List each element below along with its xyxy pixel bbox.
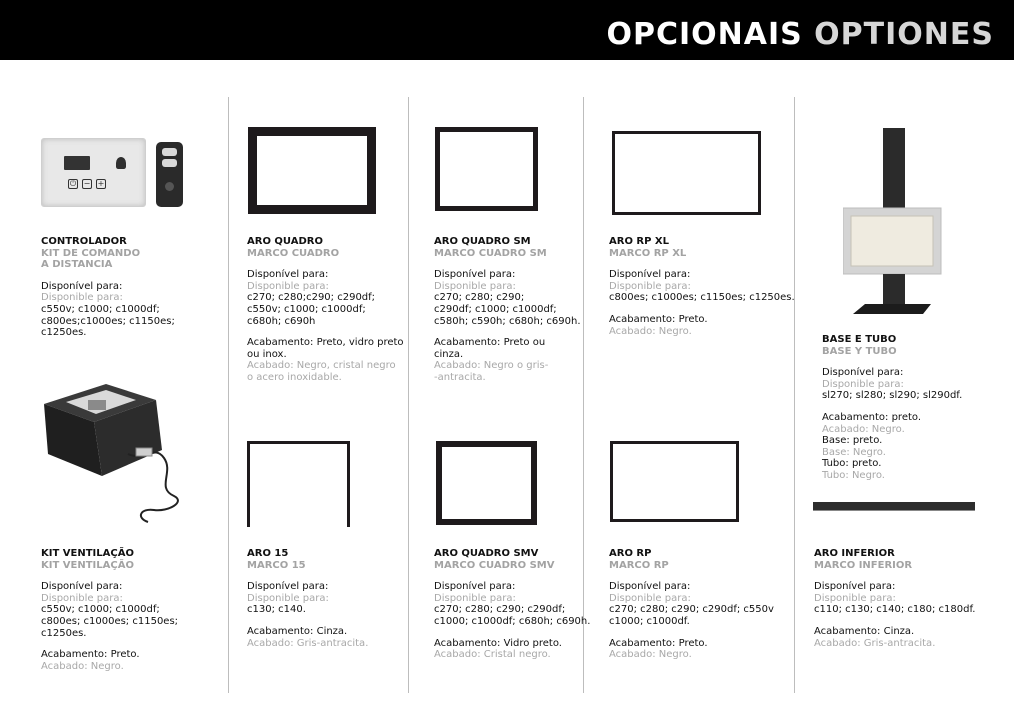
finish-text-es: o acero inoxidable.: [247, 371, 342, 383]
item-subtitle: MARCO 15: [247, 559, 306, 571]
item-aro-quadro: [247, 236, 404, 384]
item-title: ARO QUADRO SMV: [434, 548, 539, 559]
item-subtitle: MARCO CUADRO SM: [434, 247, 547, 259]
item-aro-quadro-smv: [434, 548, 590, 661]
base-finish-text-es: Base: Negro.: [822, 446, 886, 458]
available-models: sl270; sl280; sl290; sl290df.: [822, 390, 963, 402]
title-portuguese: OPCIONAIS: [606, 17, 803, 52]
available-label: Disponível para:: [247, 269, 329, 281]
available-label-es: Disponible para:: [247, 280, 329, 292]
finish-text: Acabamento: Cinza.: [247, 625, 348, 637]
available-models: c290df; c1000; c1000df;: [434, 303, 557, 315]
available-models: c1000; c1000df.: [609, 615, 690, 627]
available-label: Disponível para:: [434, 581, 516, 593]
available-models: c1250es.: [41, 327, 87, 339]
item-aro-quadro-sm: [434, 236, 581, 384]
page-title: [606, 17, 994, 53]
flame-icon: [116, 157, 126, 169]
item-title: ARO 15: [247, 548, 289, 559]
available-models: c550v; c1000; c1000df;: [247, 303, 366, 315]
finish-text-es: Acabado: Gris-antracita.: [814, 637, 936, 649]
available-label-es: Disponible para:: [41, 292, 123, 304]
remote-control-illustration: [156, 142, 183, 207]
finish-text: ou inox.: [247, 348, 287, 360]
finish-text-es: Acabado: Negro.: [41, 660, 124, 672]
finish-text: Acabamento: Preto.: [41, 649, 140, 661]
finish-text: Acabamento: Preto ou: [434, 337, 546, 349]
aro-rp-image: [610, 441, 739, 522]
base-e-tubo-image: [843, 128, 943, 318]
title-spanish: OPTIONES: [814, 17, 994, 52]
finish-text: Acabamento: preto.: [822, 411, 922, 423]
available-label: Disponível para:: [41, 581, 123, 593]
item-base-e-tubo: [822, 334, 962, 482]
item-aro-rp: [609, 548, 774, 661]
item-subtitle: MARCO RP: [609, 559, 669, 571]
column-divider: [794, 97, 795, 693]
available-models: c270; c280; c290; c290df; c550v: [609, 604, 774, 616]
item-aro-15: [247, 548, 368, 649]
finish-text: Acabamento: Preto, vidro preto: [247, 337, 404, 349]
available-label: Disponível para:: [814, 581, 896, 593]
available-label: Disponível para:: [822, 367, 904, 379]
item-aro-inferior: [814, 548, 975, 649]
item-subtitle: MARCO INFERIOR: [814, 559, 913, 571]
available-label: Disponível para:: [609, 269, 691, 281]
available-models: c1000; c1000df; c680h; c690h.: [434, 615, 591, 627]
available-models: c800es; c1000es; c1150es; c1250es.: [609, 292, 795, 304]
item-subtitle: KIT DE COMANDO: [41, 247, 141, 259]
item-title: BASE E TUBO: [822, 334, 897, 345]
item-subtitle: A DISTANCIA: [41, 259, 113, 271]
item-subtitle: KIT VENTILAÇÃO: [41, 559, 134, 571]
available-label-es: Disponible para:: [609, 280, 691, 292]
finish-text: Acabamento: Preto.: [609, 313, 708, 325]
ventilation-kit-image: [36, 384, 196, 524]
item-title: CONTROLADOR: [41, 236, 127, 247]
finish-text-es: Acabado: Gris-antracita.: [247, 637, 369, 649]
available-label: Disponível para:: [434, 269, 516, 281]
available-label-es: Disponible para:: [434, 592, 516, 604]
aro-15-image: [247, 441, 350, 527]
column-divider: [408, 97, 409, 693]
available-label-es: Disponible para:: [41, 592, 123, 604]
available-label: Disponível para:: [609, 581, 691, 593]
item-subtitle: MARCO RP XL: [609, 247, 687, 259]
base-finish-text: Base: preto.: [822, 435, 883, 447]
available-label-es: Disponible para:: [822, 378, 904, 390]
available-label-es: Disponible para:: [434, 280, 516, 292]
available-models: c550v; c1000; c1000df;: [41, 604, 160, 616]
tube-finish-text: Tubo: preto.: [822, 458, 882, 470]
finish-text-es: Acabado: Negro.: [609, 649, 692, 661]
available-models: c800es; c1000es; c1150es;: [41, 615, 179, 627]
display-screen: [64, 156, 90, 170]
finish-text-es: Acabado: Negro o gris-: [434, 360, 549, 372]
item-subtitle: MARCO CUADRO SMV: [434, 559, 555, 571]
available-models: c800es;c1000es; c1150es;: [41, 315, 175, 327]
item-title: KIT VENTILAÇÃO: [41, 548, 134, 559]
available-models: c130; c140.: [247, 604, 306, 616]
available-label: Disponível para:: [41, 280, 123, 292]
power-button-icon: ⏻: [69, 179, 77, 188]
available-models: c1250es.: [41, 627, 87, 639]
finish-text-es: -antracita.: [434, 371, 486, 383]
aro-quadro-smv-image: [436, 441, 537, 525]
item-aro-rp-xl: [609, 236, 795, 337]
item-controlador: [41, 236, 175, 339]
finish-text: cinza.: [434, 348, 464, 360]
item-kit-ventilacao: [41, 548, 178, 672]
finish-text-es: Acabado: Negro.: [822, 423, 905, 435]
aro-rp-xl-image: [612, 131, 761, 215]
item-subtitle: MARCO CUADRO: [247, 247, 340, 259]
available-label: Disponível para:: [247, 581, 329, 593]
aro-quadro-image: [248, 127, 376, 214]
tube-finish-text-es: Tubo: Negro.: [822, 469, 885, 481]
finish-text-es: Acabado: Negro, cristal negro: [247, 360, 396, 372]
available-label-es: Disponible para:: [609, 592, 691, 604]
item-subtitle: BASE Y TUBO: [822, 345, 897, 357]
available-models: c270; c280; c290;: [434, 292, 525, 304]
control-panel-illustration: [41, 138, 146, 207]
available-models: c270; c280;c290; c290df;: [247, 292, 376, 304]
finish-text: Acabamento: Preto.: [609, 637, 708, 649]
header-bar: [0, 0, 1014, 60]
available-label-es: Disponible para:: [814, 592, 896, 604]
available-models: c270; c280; c290; c290df;: [434, 604, 566, 616]
available-models: c580h; c590h; c680h; c690h.: [434, 315, 581, 327]
aro-inferior-image: [813, 502, 975, 511]
item-title: ARO INFERIOR: [814, 548, 895, 559]
item-title: ARO QUADRO: [247, 236, 323, 247]
item-title: ARO QUADRO SM: [434, 236, 531, 247]
available-models: c550v; c1000; c1000df;: [41, 303, 160, 315]
aro-quadro-sm-image: [435, 127, 538, 211]
available-models: c110; c130; c140; c180; c180df.: [814, 604, 976, 616]
plus-button-icon: +: [97, 179, 105, 188]
available-models: c680h; c690h: [247, 315, 316, 327]
item-title: ARO RP: [609, 548, 652, 559]
column-divider: [228, 97, 229, 693]
finish-text-es: Acabado: Cristal negro.: [434, 649, 551, 661]
minus-button-icon: −: [83, 179, 91, 188]
finish-text: Acabamento: Vidro preto.: [434, 637, 562, 649]
item-title: ARO RP XL: [609, 236, 670, 247]
available-label-es: Disponible para:: [247, 592, 329, 604]
finish-text-es: Acabado: Negro.: [609, 325, 692, 337]
finish-text: Acabamento: Cinza.: [814, 625, 915, 637]
